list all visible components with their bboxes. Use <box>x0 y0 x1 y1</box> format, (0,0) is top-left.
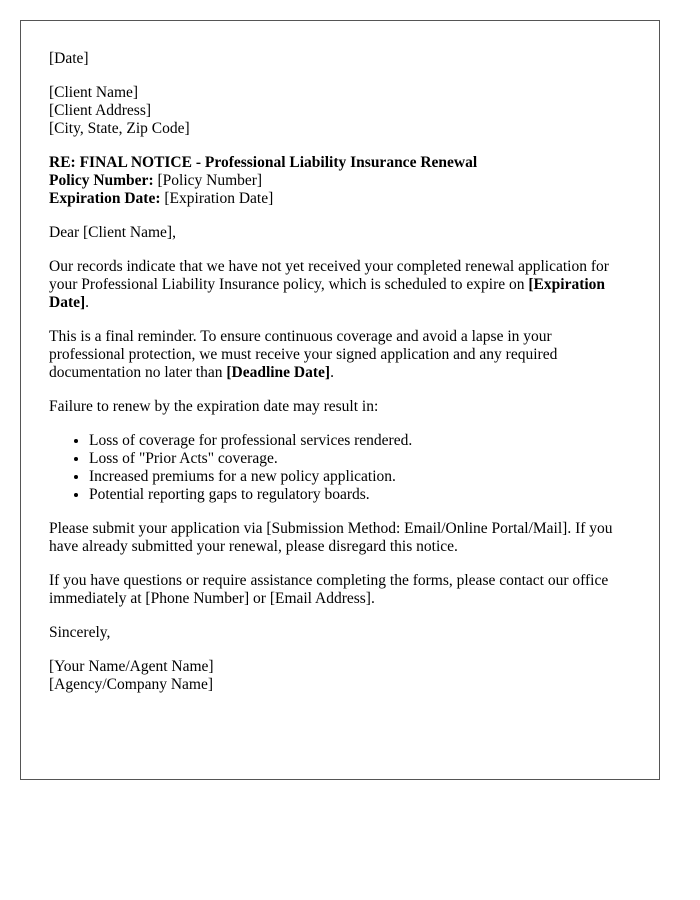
paragraph-final-reminder-deadline: [Deadline Date] <box>226 364 331 381</box>
consequences-list <box>49 432 631 504</box>
paragraph-records-expiration: [Expiration Date] <box>49 276 606 311</box>
recipient-city-state-zip: [City, State, Zip Code] <box>49 120 190 137</box>
recipient-name: [Client Name] <box>49 84 139 101</box>
expiration-date-label: Expiration Date: <box>49 190 161 207</box>
signature-company: [Agency/Company Name] <box>49 676 213 693</box>
recipient-address <box>49 84 631 138</box>
paragraph-records <box>49 258 631 312</box>
paragraph-records-end: . <box>85 294 90 311</box>
letter-page <box>20 20 660 780</box>
letter-date <box>49 50 631 68</box>
date-text: [Date] <box>49 50 89 67</box>
policy-number-label: Policy Number: <box>49 172 154 189</box>
list-item: • Potential reporting gaps to regulatory boards. <box>89 486 631 504</box>
salutation: Dear [Client Name], <box>49 224 176 241</box>
paragraph-final-reminder <box>49 328 631 382</box>
policy-number-line <box>49 172 631 190</box>
subject-block <box>49 154 631 208</box>
list-item: • Loss of "Prior Acts" coverage. <box>89 450 631 468</box>
paragraph-final-reminder-end: . <box>330 364 334 381</box>
list-item: • Loss of coverage for professional services rendered. <box>89 432 631 450</box>
re-line-text: RE: FINAL NOTICE - Professional Liability Insurance Renewal <box>49 154 478 171</box>
expiration-date-line <box>49 190 631 208</box>
list-item: • Increased premiums for a new policy application. <box>89 468 631 486</box>
expiration-date-value: [Expiration Date] <box>164 190 274 207</box>
paragraph-final-reminder-text: This is a final reminder. To ensure continuous coverage and avoid a lapse in your professional protection, we must receive your signed application and any required documentation no later than <box>49 328 558 381</box>
paragraph-records-text: Our records indicate that we have not yet received your completed renewal application for your Professional Liability Insurance policy, which is scheduled to expire on <box>49 258 609 293</box>
paragraph-submit: Please submit your application via [Submission Method: Email/Online Portal/Mail]. If you have already submitted your renewal, please disregard this notice. <box>49 520 613 555</box>
policy-number-value: [Policy Number] <box>157 172 263 189</box>
failure-intro: Failure to renew by the expiration date may result in: <box>49 398 379 415</box>
closing: Sincerely, <box>49 624 111 641</box>
paragraph-contact: If you have questions or require assistance completing the forms, please contact our office immediately at [Phone Number] or [Email Address]. <box>49 572 609 607</box>
re-line <box>49 154 631 172</box>
signature-block <box>49 658 631 694</box>
recipient-street: [Client Address] <box>49 102 152 119</box>
signature-name: [Your Name/Agent Name] <box>49 658 214 675</box>
